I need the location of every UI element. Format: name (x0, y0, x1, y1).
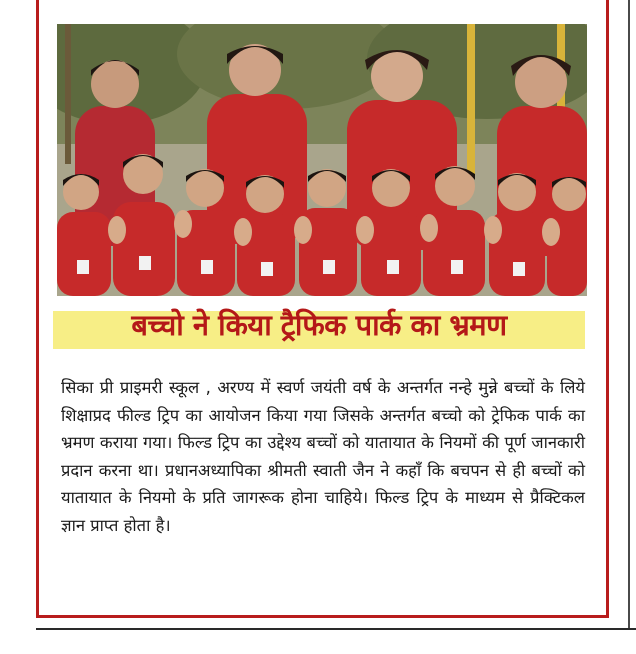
article-headline: बच्चो ने किया ट्रैफिक पार्क का भ्रमण (131, 308, 507, 342)
article-body: सिका प्री प्राइमरी स्कूल , अरण्य में स्वर्ण जयंती वर्ष के अन्तर्गत नन्हे मुन्ने बच्चों के लिये शिक्षाप्रद फील्ड ट्रिप का आयोजन किया गया जिसके अन्तर्गत बच्चो को ट्रेफिक पार्क का भ्रमण कराया गया। फिल्ड ट्रिप का उद्देश्य बच्चों को यातायात के नियमों की पूर्ण जानकारी प्रदान करना था। प्रधानअध्यापिका श्रीमती स्वाती जैन ने कहाँ कि बचपन से ही बच्चों को यातायात के नियमो के प्रति जागरूक होना चाहिये। फिल्ड ट्रिप के माध्यम से प्रैक्टिकल ज्ञान प्राप्त होता है। (61, 378, 585, 535)
group-photo-illustration (57, 24, 587, 296)
news-clipping (36, 0, 609, 618)
column-rule-bottom (36, 628, 636, 630)
column-rule-right (628, 0, 630, 630)
article-photo (57, 24, 587, 296)
